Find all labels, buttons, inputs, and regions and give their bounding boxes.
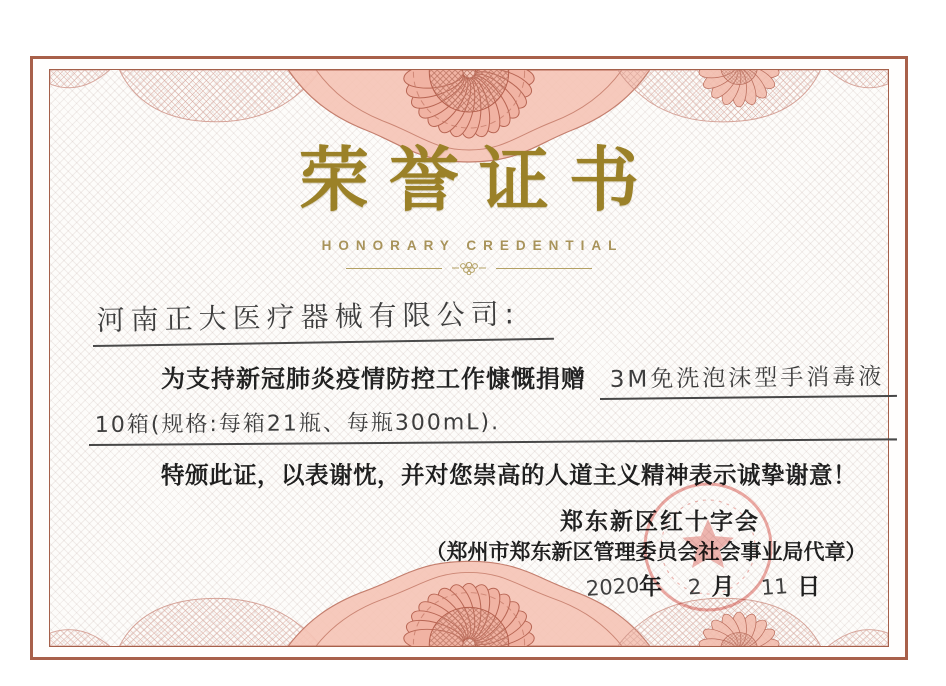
issuer-note: （郑州市郑东新区管理委员会社会事业局代章）	[425, 540, 867, 564]
dedication-row	[161, 359, 897, 400]
certificate	[30, 56, 908, 660]
divider-line-left	[346, 268, 442, 269]
divider-line-right	[496, 268, 592, 269]
closing-line: 特颁此证，以表谢忱，并对您崇高的人道主义精神表示诚挚谢意！	[161, 463, 857, 489]
certificate-content	[33, 59, 905, 657]
title-divider	[33, 260, 905, 276]
date-month-value: 2	[687, 574, 703, 600]
donation-item-blank: 3M免洗泡沫型手消毒液	[600, 358, 897, 400]
dedication-prefix: 为支持新冠肺炎疫情防控工作慷慨捐赠	[161, 367, 586, 393]
date-line	[538, 568, 868, 601]
date-year-value: 2020	[584, 573, 640, 601]
date-day-label: 日	[797, 574, 821, 599]
date-month-label: 月	[711, 574, 735, 599]
donation-details-blank: 10箱(规格:每箱21瓶、每瓶300mL).	[89, 402, 897, 446]
issuer-name: 郑东新区红十字会	[560, 509, 760, 534]
recipient-line: 河南正大医疗器械有限公司:	[92, 292, 554, 347]
date-day-value: 11	[759, 574, 789, 600]
floral-cluster-icon	[452, 261, 486, 275]
certificate-title: 荣誉证书	[299, 143, 659, 220]
certificate-subtitle: HONORARY CREDENTIAL	[321, 238, 624, 253]
date-year-label: 年	[639, 574, 663, 599]
